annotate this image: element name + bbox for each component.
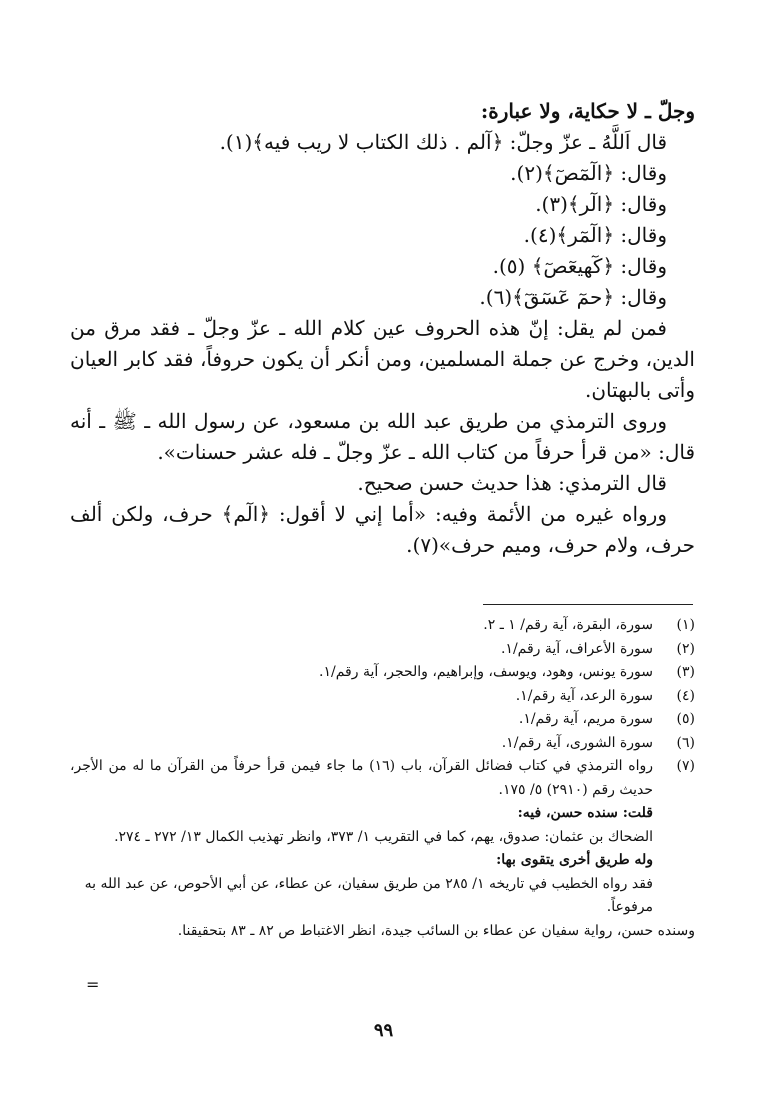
footnote-number: (٢): [676, 640, 695, 657]
footnote-note-heading: قلت: سنده حسن، فيه:: [517, 805, 653, 821]
footnote-text: وسنده حسن، رواية سفيان عن عطاء بن السائب جيدة، انظر الاغتباط ص ٨٢ ـ ٨٣ بتحقيقنا.: [177, 922, 695, 939]
footnote: [70, 685, 695, 709]
main-text: [70, 96, 695, 561]
continuation-mark: =: [86, 975, 100, 994]
quran-quote-line: وقال: ﴿الٓمٓر﴾(٤).: [523, 223, 667, 247]
footnote-continuation: [70, 802, 695, 943]
quran-quote-line: وقال: ﴿حمٓ عٓسٓقٓ﴾(٦).: [479, 285, 667, 309]
paragraph: وروى الترمذي من طريق عبد الله بن مسعود، عن رسول الله ـ ﷺ ـ أنه قال: «من قرأ حرفاً من كتاب الله ـ عزّ وجلّ ـ فله عشر حسنات».: [70, 409, 695, 464]
quran-quote-line: قال اَللَّهُ ـ عزّ وجلّ: ﴿آلم . ذلك الكتاب لا ريب فيه﴾(١).: [219, 130, 667, 154]
quran-quote-line: وقال: ﴿الٓر﴾(٣).: [535, 192, 667, 216]
footnote-text: سورة الأعراف، آية رقم/١.: [500, 640, 653, 657]
quran-quote-line: وقال: ﴿كٓهيعٓصٓ﴾ (٥).: [492, 254, 667, 278]
footnote: [70, 614, 695, 638]
footnote-text: سورة، البقرة، آية رقم/ ١ ـ ٢.: [483, 617, 653, 633]
footnote-text: سورة الشورى، آية رقم/١.: [501, 734, 653, 751]
text-line: وجلّ ـ لا حكاية، ولا عبارة:: [480, 99, 695, 123]
footnote-text: سورة الرعد، آية رقم/١.: [515, 687, 653, 704]
footnote: [70, 708, 695, 732]
footnote-text: سورة يونس، وهود، ويوسف، وإبراهيم، والحجر، آية رقم/١.: [319, 664, 653, 680]
footnote-number: (١): [676, 617, 695, 633]
footnote-number: (٤): [676, 687, 695, 704]
footnote-text: رواه الترمذي في كتاب فضائل القرآن، باب (١٦) ما جاء فيمن قرأ حرفاً من القرآن ما له من الأجر، حديث رقم (٢٩١٠) ٥/ ١٧٥.: [70, 758, 654, 798]
footnote-number: (٥): [676, 711, 695, 727]
paragraph: فمن لم يقل: إنّ هذه الحروف عين كلام الله ـ عزّ وجلّ ـ فقد مرق من الدين، وخرج عن جملة المسلمين، ومن أنكر أن يكون حروفاً، فقد كابر العيان وأتى بالبهتان.: [70, 316, 695, 402]
paragraph: قال الترمذي: هذا حديث حسن صحيح.: [357, 471, 667, 495]
footnote: [70, 661, 695, 685]
page-number: ٩٩: [373, 1020, 394, 1041]
footnote-divider: [483, 604, 693, 605]
footnote-number: (٧): [676, 758, 695, 774]
footnote-text: فقد رواه الخطيب في تاريخه ١/ ٢٨٥ من طريق سفيان، عن عطاء، عن أبي الأحوص، عن عبد الله به مرفوعاً.: [84, 875, 653, 915]
footnote-number: (٣): [676, 664, 695, 680]
footnotes: [70, 614, 695, 943]
quran-quote-line: وقال: ﴿الٓمٓصٓ﴾(٢).: [510, 161, 667, 185]
footnote-text: سورة مريم، آية رقم/١.: [518, 711, 653, 727]
footnote-number: (٦): [676, 734, 695, 751]
footnote: [70, 638, 695, 662]
paragraph: ورواه غيره من الأئمة وفيه: «أما إني لا أقول: ﴿الٓم﴾ حرف، ولكن ألف حرف، ولام حرف، وميم حرف»(٧).: [70, 502, 695, 557]
footnote: [70, 755, 695, 802]
footnote: [70, 732, 695, 756]
footnote-note-heading: وله طريق أخرى يتقوى بها:: [496, 852, 653, 868]
footnote-text: الضحاك بن عثمان: صدوق، يهم، كما في التقريب ١/ ٣٧٣، وانظر تهذيب الكمال ١٣/ ٢٧٢ ـ ٢٧٤.: [114, 828, 653, 845]
